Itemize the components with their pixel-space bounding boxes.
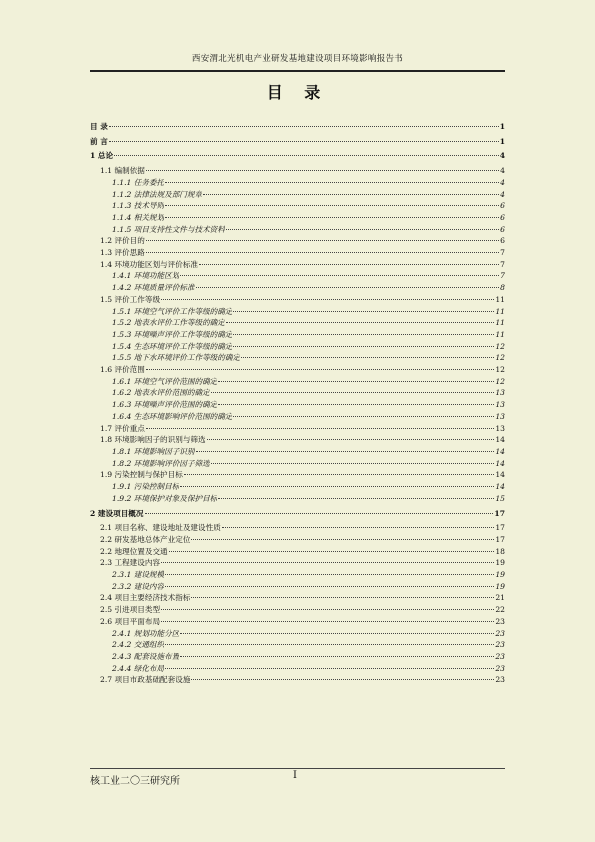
toc-entry-label: 1.3 评价思路	[100, 248, 145, 258]
toc-entry[interactable]	[90, 235, 505, 247]
toc-entry[interactable]	[90, 663, 505, 675]
toc-entry-page: 23	[495, 651, 505, 661]
toc-entry-label: 1.8 环境影响因子的识别与筛选	[100, 435, 206, 445]
toc-entry-page: 12	[495, 353, 505, 363]
toc-leader-dots	[203, 194, 499, 195]
toc-leader-dots	[233, 416, 494, 417]
toc-entry-page: 23	[495, 640, 505, 650]
toc-entry-label: 1.4.2 环境质量评价标准	[112, 283, 195, 293]
toc-entry[interactable]	[90, 165, 505, 177]
toc-entry-label: 2.2 研发基地总体产业定位	[100, 534, 191, 544]
toc-entry-label: 1.8.2 环境影响评价因子筛选	[112, 458, 210, 468]
toc-entry-page: 17	[495, 534, 505, 544]
toc-entry-label: 1.9 污染控制与保护目标	[100, 470, 183, 480]
toc-entry-label: 2.2 地理位置及交通	[100, 546, 168, 556]
toc-leader-dots	[218, 498, 494, 499]
toc-leader-dots	[165, 217, 499, 218]
toc-entry[interactable]	[90, 604, 505, 616]
toc-entry-page: 14	[495, 470, 505, 480]
toc-entry-label: 1.7 评价重点	[100, 423, 145, 433]
toc-entry-label: 2.3.2 建设内容	[112, 581, 165, 591]
toc-entry[interactable]	[90, 121, 505, 133]
toc-leader-dots	[146, 369, 494, 370]
toc-entry-label: 1 总论	[90, 151, 114, 161]
toc-entry-label: 目 录	[90, 122, 108, 131]
toc-entry-page: 7	[500, 248, 505, 258]
toc-entry[interactable]	[90, 376, 505, 388]
toc-leader-dots	[165, 574, 494, 575]
toc-leader-dots	[114, 155, 499, 156]
toc-entry[interactable]	[90, 150, 505, 162]
toc-leader-dots	[196, 451, 495, 452]
toc-entry[interactable]	[90, 341, 505, 353]
toc-entry[interactable]	[90, 522, 505, 534]
toc-entry-page: 4	[500, 177, 505, 187]
toc-entry[interactable]	[90, 224, 505, 236]
toc-entry[interactable]	[90, 434, 505, 446]
toc-leader-dots	[191, 539, 494, 540]
toc-entry[interactable]	[90, 557, 505, 569]
toc-entry-label: 2.4.3 配套设施布置	[112, 651, 180, 661]
toc-entry[interactable]	[90, 639, 505, 651]
toc-entry-page: 23	[495, 616, 505, 626]
toc-entry-label: 2.4.4 绿化布局	[112, 663, 165, 673]
toc-entry-page: 21	[495, 593, 505, 603]
toc-leader-dots	[196, 287, 500, 288]
toc-entry[interactable]	[90, 329, 505, 341]
toc-entry-label: 1.5.1 环境空气评价工作等级的确定	[112, 306, 233, 316]
toc-leader-dots	[146, 428, 494, 429]
toc-entry-label: 1.9.2 环境保护对象及保护目标	[112, 493, 218, 503]
toc-entry-label: 1.5.4 生态环境评价工作等级的确定	[112, 341, 233, 351]
toc-leader-dots	[207, 439, 495, 440]
toc-entry-label: 2.3.1 建设规模	[112, 570, 165, 580]
toc-entry-page: 15	[495, 493, 505, 503]
toc-entry[interactable]	[90, 628, 505, 640]
toc-entry-label: 1.5.3 环境噪声评价工作等级的确定	[112, 329, 233, 339]
toc-entry-label: 1.1.2 法律法规及部门规章	[112, 189, 203, 199]
toc-entry-page: 6	[500, 224, 505, 234]
toc-entry-page: 17	[494, 508, 505, 518]
toc-entry[interactable]	[90, 674, 505, 686]
toc-entry-label: 1.6.3 环境噪声评价范围的确定	[112, 400, 218, 410]
toc-entry-page: 11	[495, 306, 505, 316]
footer-rule	[90, 768, 505, 769]
running-header: 西安渭北光机电产业研发基地建设项目环境影响报告书	[191, 54, 404, 64]
toc-entry[interactable]	[90, 446, 505, 458]
toc-entry-page: 7	[500, 259, 505, 269]
toc-entry-label: 2.7 项目市政基础配套设施	[100, 675, 191, 685]
footer-organization: 核工业二〇三研究所	[90, 776, 180, 787]
toc-leader-dots	[161, 609, 494, 610]
toc-entry[interactable]	[90, 581, 505, 593]
toc-entry-label: 1.1.1 任务委托	[112, 177, 165, 187]
toc-leader-dots	[165, 182, 499, 183]
toc-leader-dots	[109, 141, 499, 142]
toc-entry-page: 1	[499, 122, 505, 131]
toc-entry-page: 13	[495, 411, 505, 421]
toc-leader-dots	[146, 252, 499, 253]
toc-entry-page: 11	[495, 294, 505, 304]
toc-entry-page: 12	[495, 365, 505, 375]
toc-entry-page: 6	[500, 212, 505, 222]
toc-leader-dots	[109, 126, 499, 127]
toc-entry-page: 12	[495, 341, 505, 351]
toc-entry-page: 23	[495, 663, 505, 673]
toc-entry-page: 4	[500, 166, 505, 176]
toc-entry-label: 2.4 项目主要经济技术指标	[100, 593, 191, 603]
toc-entry-label: 2.5 引进项目类型	[100, 605, 161, 615]
toc-entry-label: 前 言	[90, 136, 108, 146]
toc-leader-dots	[226, 322, 494, 323]
toc-leader-dots	[180, 275, 499, 276]
toc-entry-label: 2.4.2 交通组织	[112, 640, 165, 650]
toc-leader-dots	[161, 299, 494, 300]
toc-entry-page: 6	[500, 236, 505, 246]
toc-entry[interactable]	[90, 136, 505, 148]
toc-leader-dots	[211, 463, 495, 464]
toc-entry-page: 23	[495, 675, 505, 685]
toc-entry[interactable]	[90, 534, 505, 546]
toc-entry[interactable]	[90, 317, 505, 329]
toc-entry[interactable]	[90, 569, 505, 581]
toc-leader-dots	[233, 334, 494, 335]
toc-entry[interactable]	[90, 259, 505, 271]
footer-page-number: I	[293, 770, 297, 781]
toc-entry-label: 2.6 项目平面布局	[100, 616, 161, 626]
toc-entry-page: 6	[500, 201, 505, 211]
toc-entry-page: 4	[499, 151, 505, 161]
toc-entry[interactable]	[90, 212, 505, 224]
toc-leader-dots	[165, 644, 494, 645]
toc-leader-dots	[241, 357, 494, 358]
toc-entry-page: 17	[495, 523, 505, 533]
toc-entry-page: 11	[495, 329, 505, 339]
toc-entry[interactable]	[90, 592, 505, 604]
toc-leader-dots	[169, 551, 495, 552]
toc-entry-label: 1.9.1 污染控制目标	[112, 482, 180, 492]
toc-entry-label: 1.8.1 环境影响因子识别	[112, 446, 195, 456]
toc-entry-label: 1.5.2 地表水评价工作等级的确定	[112, 318, 225, 328]
toc-entry-page: 14	[495, 458, 505, 468]
toc-entry[interactable]	[90, 469, 505, 481]
toc-entry-page: 19	[495, 558, 505, 568]
toc-entry-page: 19	[495, 581, 505, 591]
toc-entry[interactable]	[90, 352, 505, 364]
toc-entry-label: 1.5 评价工作等级	[100, 294, 161, 304]
toc-entry[interactable]	[90, 364, 505, 376]
toc-leader-dots	[191, 597, 494, 598]
toc-entry-label: 2.1 项目名称、建设地址及建设性质	[100, 523, 221, 533]
toc-entry[interactable]	[90, 508, 505, 520]
toc-entry-label: 1.1.3 技术导则	[112, 201, 165, 211]
header-rule	[90, 70, 505, 72]
toc-leader-dots	[184, 474, 494, 475]
toc-entry[interactable]	[90, 423, 505, 435]
toc-entry[interactable]	[90, 481, 505, 493]
toc-entry-page: 18	[495, 546, 505, 556]
toc-entry[interactable]	[90, 270, 505, 282]
toc-entry-page: 13	[495, 388, 505, 398]
toc-entry-page: 14	[495, 482, 505, 492]
toc-leader-dots	[161, 621, 494, 622]
page-title: 目 录	[266, 83, 329, 102]
toc-leader-dots	[233, 311, 494, 312]
toc-entry[interactable]	[90, 247, 505, 259]
toc-entry[interactable]	[90, 493, 505, 505]
toc-entry-page: 19	[495, 570, 505, 580]
toc-entry-page: 4	[500, 189, 505, 199]
toc-entry[interactable]	[90, 306, 505, 318]
toc-entry-page: 13	[495, 423, 505, 433]
toc-entry-label: 1.6.1 环境空气评价范围的确定	[112, 376, 218, 386]
table-of-contents	[90, 118, 505, 686]
toc-leader-dots	[180, 486, 494, 487]
toc-entry[interactable]	[90, 458, 505, 470]
toc-leader-dots	[146, 170, 499, 171]
toc-entry-page: 14	[495, 446, 505, 456]
toc-entry-page: 12	[495, 376, 505, 386]
toc-entry-label: 2.3 工程建设内容	[100, 558, 161, 568]
toc-entry-label: 2.4.1 规划功能分区	[112, 628, 180, 638]
toc-leader-dots	[145, 513, 494, 514]
toc-entry-page: 22	[495, 605, 505, 615]
toc-entry-label: 1.6.4 生态环境影响评价范围的确定	[112, 411, 233, 421]
toc-leader-dots	[211, 392, 495, 393]
toc-entry-label: 1.6.2 地表水评价范围的确定	[112, 388, 210, 398]
toc-entry[interactable]	[90, 189, 505, 201]
toc-entry-page: 8	[500, 283, 505, 293]
toc-entry-page: 23	[495, 628, 505, 638]
toc-entry-label: 2 建设项目概况	[90, 508, 144, 518]
toc-entry[interactable]	[90, 616, 505, 628]
toc-leader-dots	[233, 346, 494, 347]
toc-entry[interactable]	[90, 282, 505, 294]
toc-leader-dots	[222, 527, 495, 528]
toc-entry-label: 1.4 环境功能区划与评价标准	[100, 259, 199, 269]
toc-leader-dots	[226, 229, 499, 230]
toc-leader-dots	[191, 679, 494, 680]
toc-entry[interactable]	[90, 387, 505, 399]
toc-entry-page: 13	[495, 400, 505, 410]
toc-leader-dots	[218, 381, 494, 382]
toc-entry[interactable]	[90, 177, 505, 189]
toc-entry[interactable]	[90, 294, 505, 306]
toc-leader-dots	[165, 205, 499, 206]
toc-entry-label: 1.4.1 环境功能区划	[112, 271, 180, 281]
toc-leader-dots	[180, 633, 494, 634]
toc-entry-page: 7	[500, 271, 505, 281]
toc-entry[interactable]	[90, 399, 505, 411]
toc-entry-page: 14	[495, 435, 505, 445]
toc-entry[interactable]	[90, 200, 505, 212]
toc-leader-dots	[199, 264, 499, 265]
toc-entry-label: 1.2 评价目的	[100, 236, 145, 246]
toc-entry[interactable]	[90, 411, 505, 423]
toc-leader-dots	[165, 586, 494, 587]
toc-entry[interactable]	[90, 546, 505, 558]
toc-entry-label: 1.1.5 项目支持性文件与技术资料	[112, 224, 225, 234]
toc-entry-label: 1.5.5 地下水环境评价工作等级的确定	[112, 353, 241, 363]
toc-entry-label: 1.1.4 相关规划	[112, 212, 165, 222]
toc-entry-label: 1.1 编制依据	[100, 166, 145, 176]
toc-leader-dots	[180, 656, 494, 657]
toc-leader-dots	[218, 404, 494, 405]
toc-entry-page: 11	[495, 318, 505, 328]
toc-entry-page: 1	[499, 136, 505, 146]
toc-entry[interactable]	[90, 651, 505, 663]
toc-leader-dots	[146, 240, 499, 241]
toc-entry-label: 1.6 评价范围	[100, 365, 145, 375]
toc-leader-dots	[165, 668, 494, 669]
toc-leader-dots	[161, 562, 494, 563]
